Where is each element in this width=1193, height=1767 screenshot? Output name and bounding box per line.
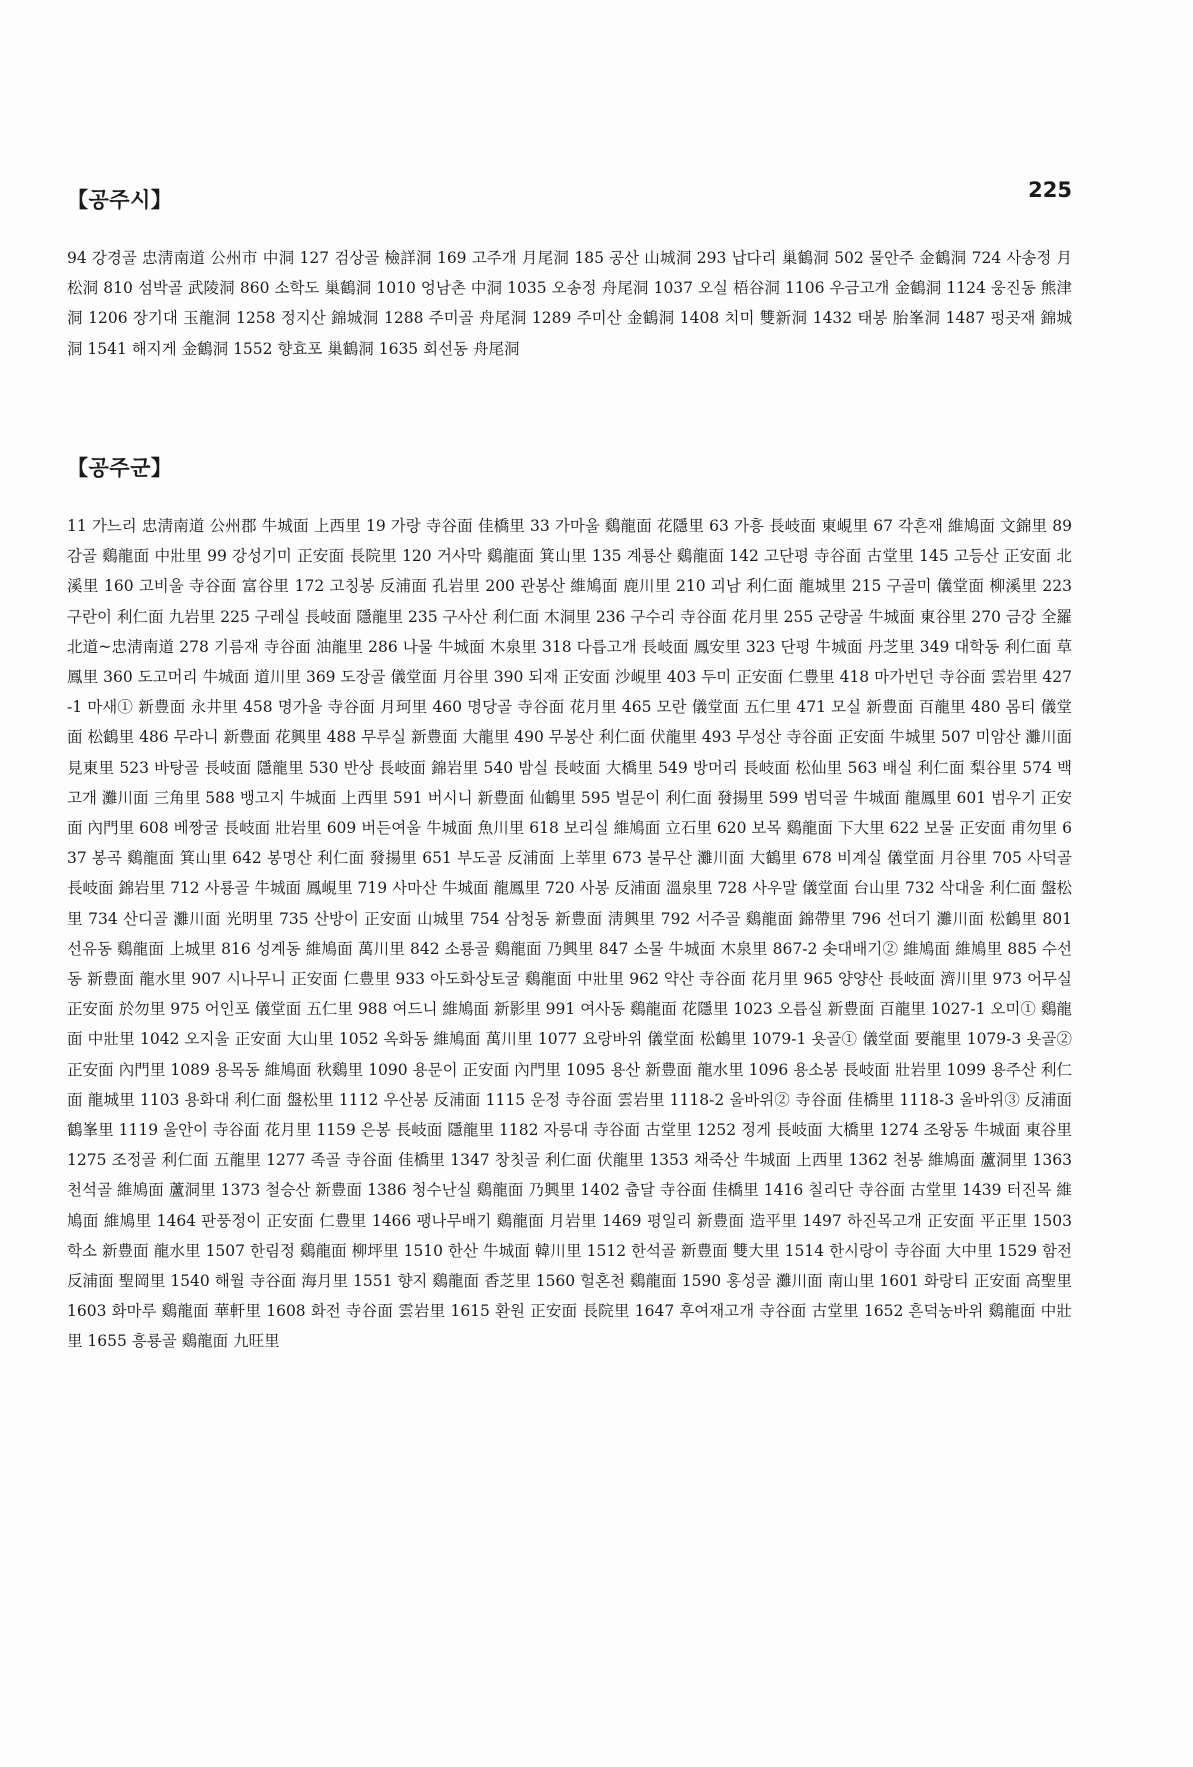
- section-body-gongju-city: [67, 243, 1072, 364]
- document-page: [67, 0, 1127, 1767]
- page-header: [67, 178, 1072, 218]
- place-name-entries: 11 가느리 忠淸南道 公州郡 牛城面 上西里 19 가랑 寺谷面 佳橋里 33 가마울 鷄龍面 花隱里 63 가흥 長岐面 東峴里 67 각흔재 維鳩面 文錦里 89 감골 鷄龍面 中壯里 99 강성기미 正安面 長院里 120 거사막 鷄龍面 箕山里 135 계룡산 鷄龍面 142 고단평 寺谷面 古堂里 145 고등산 正安面 北溪里 160 고비울 寺谷面 富谷里 172 고칭봉 反浦面 孔岩里 200 관봉산 維鳩面 鹿川里 210 괴남 利仁面 龍城里 215 구골미 儀堂面 柳溪里 223 구란이 利仁面 九岩里 225 구레실 長岐面 隱龍里 235 구사산 利仁面 木洞里 236 구수리 寺谷面 花月里 255 군량골 牛城面 東谷里 270 금강 全羅北道~忠淸南道 278 기름재 寺谷面 油龍里 286 나물 牛城面 木泉里 318 다릅고개 長岐面 鳳安里 323 단평 牛城面 丹芝里 349 대학동 利仁面 草鳳里 360 도고머리 牛城面 道川里 369 도장골 儀堂面 月谷里 390 되재 正安面 沙峴里 403 두미 正安面 仁豊里 418 마가번던 寺谷面 雲岩里 427-1 마새① 新豊面 永井里 458 명가울 寺谷面 月珂里 460 명당골 寺谷面 花月里 465 모란 儀堂面 五仁里 471 모실 新豊面 百龍里 480 몸티 儀堂面 松鶴里 486 무라니 新豊面 花興里 488 무루실 新豊面 大龍里 490 무봉산 利仁面 伏龍里 493 무성산 寺谷面 正安面 牛城里 507 미암산 灘川面 見東里 523 바탕골 長岐面 隱龍里 530 반상 長岐面 錦岩里 540 밤실 長岐面 大橋里 549 방머리 長岐面 松仙里 563 배실 利仁面 梨谷里 574 백고개 灘川面 三角里 588 뱅고지 牛城面 上西里 591 버시니 新豊面 仙鶴里 595 벌문이 利仁面 發揚里 599 범덕골 牛城面 龍鳳里 601 범우기 正安面 內門里 608 베짱굴 長岐面 壯岩里 609 버든여울 牛城面 魚川里 618 보리실 維鳩面 立石里 620 보목 鷄龍面 下大里 622 보물 正安面 甫勿里 637 봉곡 鷄龍面 箕山里 642 봉명산 利仁面 發揚里 651 부도골 反浦面 上莘里 673 불무산 灘川面 大鶴里 678 비계실 儀堂面 月谷里 705 사덕골 長岐面 錦岩里 712 사룡골 牛城面 鳳峴里 719 사마산 牛城面 龍鳳里 720 사봉 反浦面 溫泉里 728 사우말 儀堂面 台山里 732 삭대울 利仁面 盤松里 734 산디골 灘川面 光明里 735 산방이 正安面 山城里 754 삼청동 新豊面 淸興里 792 서주골 鷄龍面 錦帶里 796 선더기 灘川面 松鶴里 801 선유동 鷄龍面 上城里 816 성계동 維鳩面 萬川里 842 소룡골 鷄龍面 乃興里 847 소물 牛城面 木泉里 867-2 솟대배기② 維鳩面 維鳩里 885 수선동 新豊面 龍水里 907 시나무니 正安面 仁豊里 933 아도화상토굴 鷄龍面 中壯里 962 약산 寺谷面 花月里 965 양양산 長岐面 濟川里 973 어무실 正安面 於勿里 975 어인포 儀堂面 五仁里 988 여드니 維鳩面 新影里 991 여사동 鷄龍面 花隱里 1023 오릅실 新豊面 百龍里 1027-1 오미① 鷄龍面 中壯里 1042 오지울 正安面 大山里 1052 옥화동 維鳩面 萬川里 1077 요랑바위 儀堂面 松鶴里 1079-1 욧골① 儀堂面 要龍里 1079-3 욧골② 正安面 內門里 1089 용목동 維鳩面 秋鷄里 1090 용문이 正安面 內門里 1095 용산 新豊面 龍水里 1096 용소봉 長岐面 壯岩里 1099 용주산 利仁面 龍城里 1103 용화대 利仁面 盤松里 1112 우산봉 反浦面 1115 운정 寺谷面 雲岩里 1118-2 울바위② 寺谷面 佳橋里 1118-3 울바위③ 反浦面 鶴峯里 1119 울안이 寺谷面 花月里 1159 은봉 長岐面 隱龍里 1182 자릉대 寺谷面 古堂里 1252 정게 長岐面 大橋里 1274 조왕동 牛城面 東谷里 1275 조정골 利仁面 五龍里 1277 족골 寺谷面 佳橋里 1347 창칫골 利仁面 伏龍里 1353 채죽산 牛城面 上西里 1362 천봉 維鳩面 蘆洞里 1363 천석골 維鳩面 蘆洞里 1373 철승산 新豊面 1386 청수난실 鷄龍面 乃興里 1402 춥달 寺谷面 佳橋里 1416 칠리단 寺谷面 古堂里 1439 터진목 維鳩面 維鳩里 1464 판풍정이 正安面 仁豊里 1466 팽나무배기 鷄龍面 月岩里 1469 평일리 新豊面 造平里 1497 하진목고개 正安面 平正里 1503 학소 新豊面 龍水里 1507 한림정 鷄龍面 柳坪里 1510 한산 牛城面 韓川里 1512 한석골 新豊面 雙大里 1514 한시랑이 寺谷面 大中里 1529 함전 反浦面 聖岡里 1540 해월 寺谷面 海月里 1551 향지 鷄龍面 香芝里 1560 헐혼천 鷄龍面 1590 홍성골 灘川面 南山里 1601 화랑티 正安面 高聖里 1603 화마루 鷄龍面 華軒里 1608 화전 寺谷面 雲岩里 1615 환원 正安面 長院里 1647 후여재고개 寺谷面 古堂里 1652 흔덕농바위 鷄龍面 中壯里 1655 흥룡골 鷄龍面 九旺里: [67, 517, 1072, 1351]
- place-name-entries: 94 강경골 忠淸南道 公州市 中洞 127 검상골 檢詳洞 169 고주개 月尾洞 185 공산 山城洞 293 납다리 巢鶴洞 502 물안주 金鶴洞 724 사송정 月松洞 810 섬박골 武陵洞 860 소학도 巢鶴洞 1010 엉남촌 中洞 1035 오송정 舟尾洞 1037 오실 梧谷洞 1106 우금고개 金鶴洞 1124 웅진동 熊津洞 1206 장기대 玉龍洞 1258 정지산 錦城洞 1288 주미골 舟尾洞 1289 주미산 金鶴洞 1408 치미 雙新洞 1432 태봉 胎峯洞 1487 펑곳재 錦城洞 1541 해지게 金鶴洞 1552 향효포 巢鶴洞 1635 회선동 舟尾洞: [67, 249, 1072, 358]
- section-title-gongju-city: 【공주시】: [67, 188, 173, 212]
- section-body-gongju-county: [67, 511, 1072, 1357]
- section-header-gongju-county: [67, 452, 1072, 482]
- page-number: 225: [1028, 178, 1072, 202]
- section-title-gongju-county: 【공주군】: [67, 456, 173, 480]
